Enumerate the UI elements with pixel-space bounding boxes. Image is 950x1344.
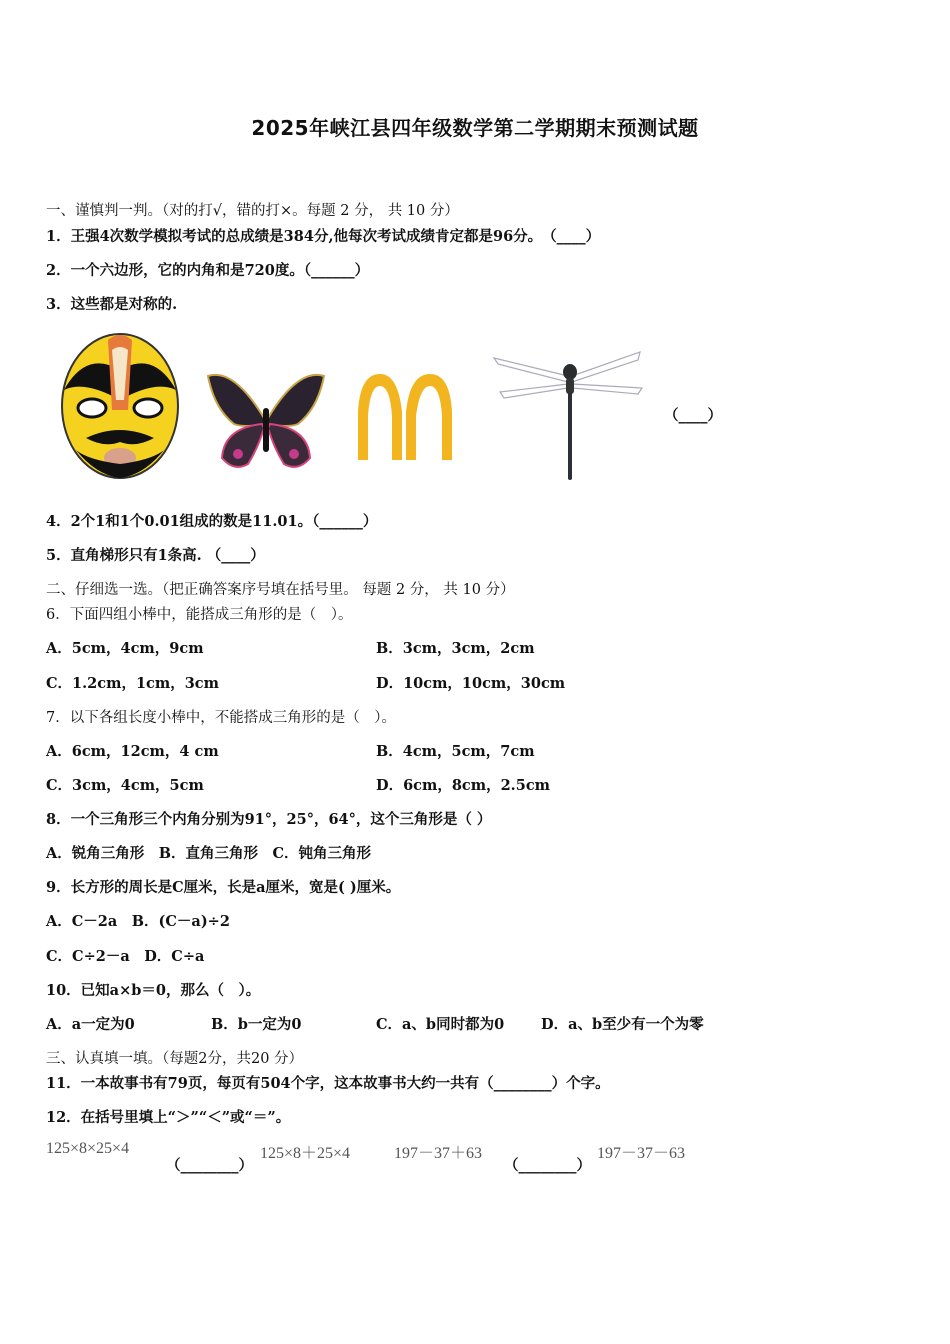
question-10: 10．已知a×b＝0，那么（ ）。 xyxy=(46,982,261,999)
question-3-answer-blank[interactable]: （____） xyxy=(664,407,722,424)
question-9: 9．长方形的周长是C厘米，长是a厘米，宽是( )厘米。 xyxy=(46,879,401,896)
question-10-option-c: C．a、b同时都为0 xyxy=(376,1016,505,1033)
question-4: 4．2个1和1个0.01组成的数是11.01。（______） xyxy=(46,513,378,530)
question-10-option-d: D．a、b至少有一个为零 xyxy=(541,1016,704,1033)
opera-mask-image xyxy=(56,330,184,482)
question-6-option-c: C．1.2cm，1cm，3cm xyxy=(46,675,219,692)
question-1: 1．王强4次数学模拟考试的总成绩是384分,他每次考试成绩肯定都是96分。 （____） xyxy=(46,228,601,245)
question-6-option-a: A．5cm，4cm，9cm xyxy=(46,640,204,657)
question-12: 12．在括号里填上“＞”“＜”或“＝”。 xyxy=(46,1109,291,1126)
question-7-option-c: C．3cm，4cm，5cm xyxy=(46,777,204,794)
question-7: 7．以下各组长度小棒中，不能搭成三角形的是（ ）。 xyxy=(46,710,396,726)
page-title: 2025年峡江县四年级数学第二学期期末预测试题 xyxy=(251,116,699,140)
question-10-option-b: B．b一定为0 xyxy=(211,1016,302,1033)
question-2: 2．一个六边形，它的内角和是720度。（______） xyxy=(46,262,370,279)
question-6-option-b: B．3cm，3cm，2cm xyxy=(376,640,535,657)
expression-1: 125×8×25×4 xyxy=(46,1140,130,1157)
question-9-options-ab: A．C－2a B．(C－a)÷2 xyxy=(46,913,230,930)
question-8: 8．一个三角形三个内角分别为91°，25°，64°，这个三角形是（ ） xyxy=(46,811,492,828)
question-5: 5．直角梯形只有1条高. （____） xyxy=(46,547,265,564)
section-1-heading: 一、谨慎判一判。（对的打√，错的打×。每题 2 分， 共 10 分） xyxy=(46,203,459,219)
butterfly-image xyxy=(204,368,328,476)
expression-4: 197－37－63 xyxy=(597,1145,686,1162)
question-7-option-d: D．6cm，8cm，2.5cm xyxy=(376,777,550,794)
question-6: 6．下面四组小棒中，能搭成三角形的是（ ）。 xyxy=(46,607,353,623)
question-7-option-b: B．4cm，5cm，7cm xyxy=(376,743,535,760)
question-7-option-a: A．6cm，12cm，4 cm xyxy=(46,743,219,760)
expression-3: 197－37＋63 xyxy=(394,1145,483,1162)
question-3: 3．这些都是对称的. xyxy=(46,296,178,313)
question-6-option-d: D．10cm，10cm，30cm xyxy=(376,675,566,692)
question-8-options: A．锐角三角形 B．直角三角形 C．钝角三角形 xyxy=(46,845,372,862)
question-11: 11．一本故事书有79页，每页有504个字，这本故事书大约一共有（________）个字。 xyxy=(46,1075,610,1092)
mcdonalds-logo-image xyxy=(354,372,456,462)
expression-2: 125×8＋25×4 xyxy=(260,1145,351,1162)
section-2-heading: 二、仔细选一选。（把正确答案序号填在括号里。 每题 2 分， 共 10 分） xyxy=(46,582,515,598)
comparison-blank-2[interactable]: （________） xyxy=(504,1157,591,1174)
question-10-option-a: A．a一定为0 xyxy=(46,1016,135,1033)
question-9-options-cd: C．C÷2－a D．C÷a xyxy=(46,948,205,965)
dragonfly-image xyxy=(490,348,650,484)
comparison-blank-1[interactable]: （________） xyxy=(166,1157,253,1174)
section-3-heading: 三、认真填一填。（每题2分，共20 分） xyxy=(46,1051,304,1067)
